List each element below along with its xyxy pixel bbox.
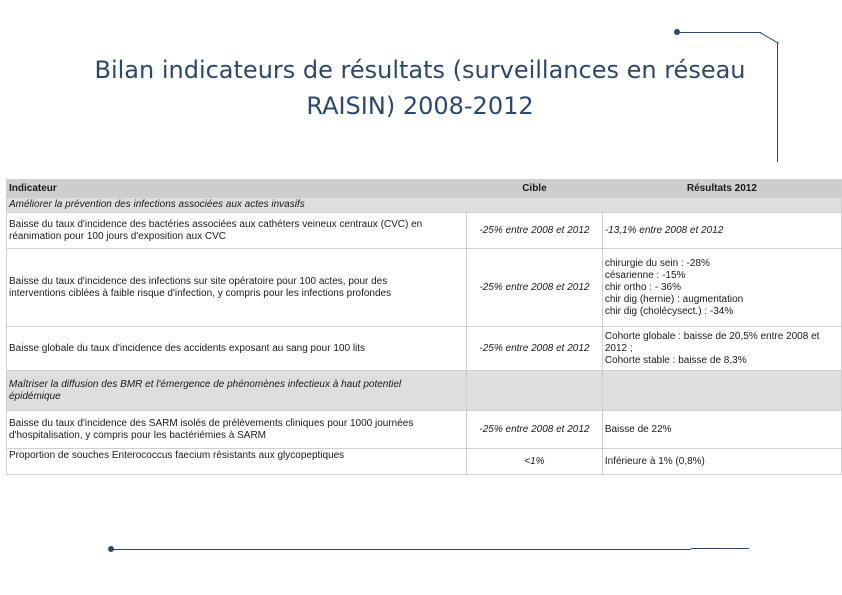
cell-text: Baisse du taux d'incidence des bactéries associées aux cathéters veineux centraux (CVC) en xyxy=(9,218,423,230)
cell-cible: -25% entre 2008 et 2012 xyxy=(467,327,603,371)
cell-text: épidémique xyxy=(9,390,61,402)
section-empty-cell xyxy=(467,371,603,411)
section-title: Améliorer la prévention des infections associées aux actes invasifs xyxy=(7,198,842,213)
cell-text: chir dig (hernie) : augmentation xyxy=(604,293,744,305)
cell-text: Baisse de 22% xyxy=(604,423,672,435)
header-cible: Cible xyxy=(467,180,603,198)
table-row xyxy=(7,249,842,327)
cell-indicateur xyxy=(7,411,467,449)
cell-text: Maîtriser la diffusion des BMR et l'émergence de phénomènes infectieux à haut potentiel xyxy=(9,378,402,390)
cell-text: 2012 ; xyxy=(604,342,633,354)
cell-text: -13,1% entre 2008 et 2012 xyxy=(604,224,724,236)
cell-indicateur xyxy=(7,449,467,475)
slide-title-line-1: Bilan indicateurs de résultats (surveillances en réseau xyxy=(94,56,746,84)
cell-text: Baisse globale du taux d'incidence des accidents exposant au sang pour 100 lits xyxy=(9,342,366,354)
cell-text: Baisse du taux d'incidence des SARM isolés de prélèvements cliniques pour 1000 journées xyxy=(9,417,414,429)
section-row xyxy=(7,198,842,213)
table-row xyxy=(7,449,842,475)
table-row xyxy=(7,327,842,371)
cell-text: d'hospitalisation, y compris pour les bactériémies à SARM xyxy=(9,429,267,441)
cell-indicateur xyxy=(7,327,467,371)
cell-cible: -25% entre 2008 et 2012 xyxy=(467,213,603,249)
header-indicateur: Indicateur xyxy=(7,180,467,198)
cell-resultats xyxy=(602,449,841,475)
cell-text: Cohorte globale : baisse de 20,5% entre 2008 et xyxy=(604,330,820,342)
cell-text: réanimation pour 100 jours d'exposition aux CVC xyxy=(9,230,227,242)
section-row xyxy=(7,371,842,411)
cell-text: Inférieure à 1% (0,8%) xyxy=(604,455,705,467)
cell-text: chirurgie du sein : -28% xyxy=(604,257,710,269)
table-row xyxy=(7,213,842,249)
cell-text: Proportion de souches Enterococcus faecium résistants aux glycopeptiques xyxy=(9,450,345,461)
decorative-line-bottom xyxy=(111,549,691,550)
table-row xyxy=(7,411,842,449)
cell-text: Baisse du taux d'incidence des infections sur site opératoire pour 100 actes, pour des xyxy=(9,275,388,287)
cell-cible: <1% xyxy=(467,449,603,475)
cell-resultats xyxy=(602,249,841,327)
slide-title xyxy=(30,52,810,124)
cell-text: interventions ciblées à faible risque d'infection, y compris pour les infections profondes xyxy=(9,287,392,299)
cell-resultats xyxy=(602,327,841,371)
cell-text: Cohorte stable : baisse de 8,3% xyxy=(604,354,747,366)
cell-text: césarienne : -15% xyxy=(604,269,686,281)
cell-resultats xyxy=(602,411,841,449)
cell-text: chir ortho : - 36% xyxy=(604,281,681,293)
cell-text: chir dig (cholécysect.) : -34% xyxy=(604,305,734,317)
cell-indicateur xyxy=(7,249,467,327)
slide-title-line-2: RAISIN) 2008-2012 xyxy=(306,92,534,120)
decorative-line-bottom-end xyxy=(691,548,749,549)
cell-cible: -25% entre 2008 et 2012 xyxy=(467,249,603,327)
header-resultats: Résultats 2012 xyxy=(602,180,841,198)
table-header-row xyxy=(7,180,842,198)
section-empty-cell xyxy=(602,371,841,411)
section-title xyxy=(7,371,467,411)
cell-indicateur xyxy=(7,213,467,249)
cell-cible: -25% entre 2008 et 2012 xyxy=(467,411,603,449)
cell-resultats xyxy=(602,213,841,249)
indicators-table xyxy=(6,179,842,475)
decorative-line-top xyxy=(677,32,761,33)
decorative-line-right xyxy=(777,43,778,162)
